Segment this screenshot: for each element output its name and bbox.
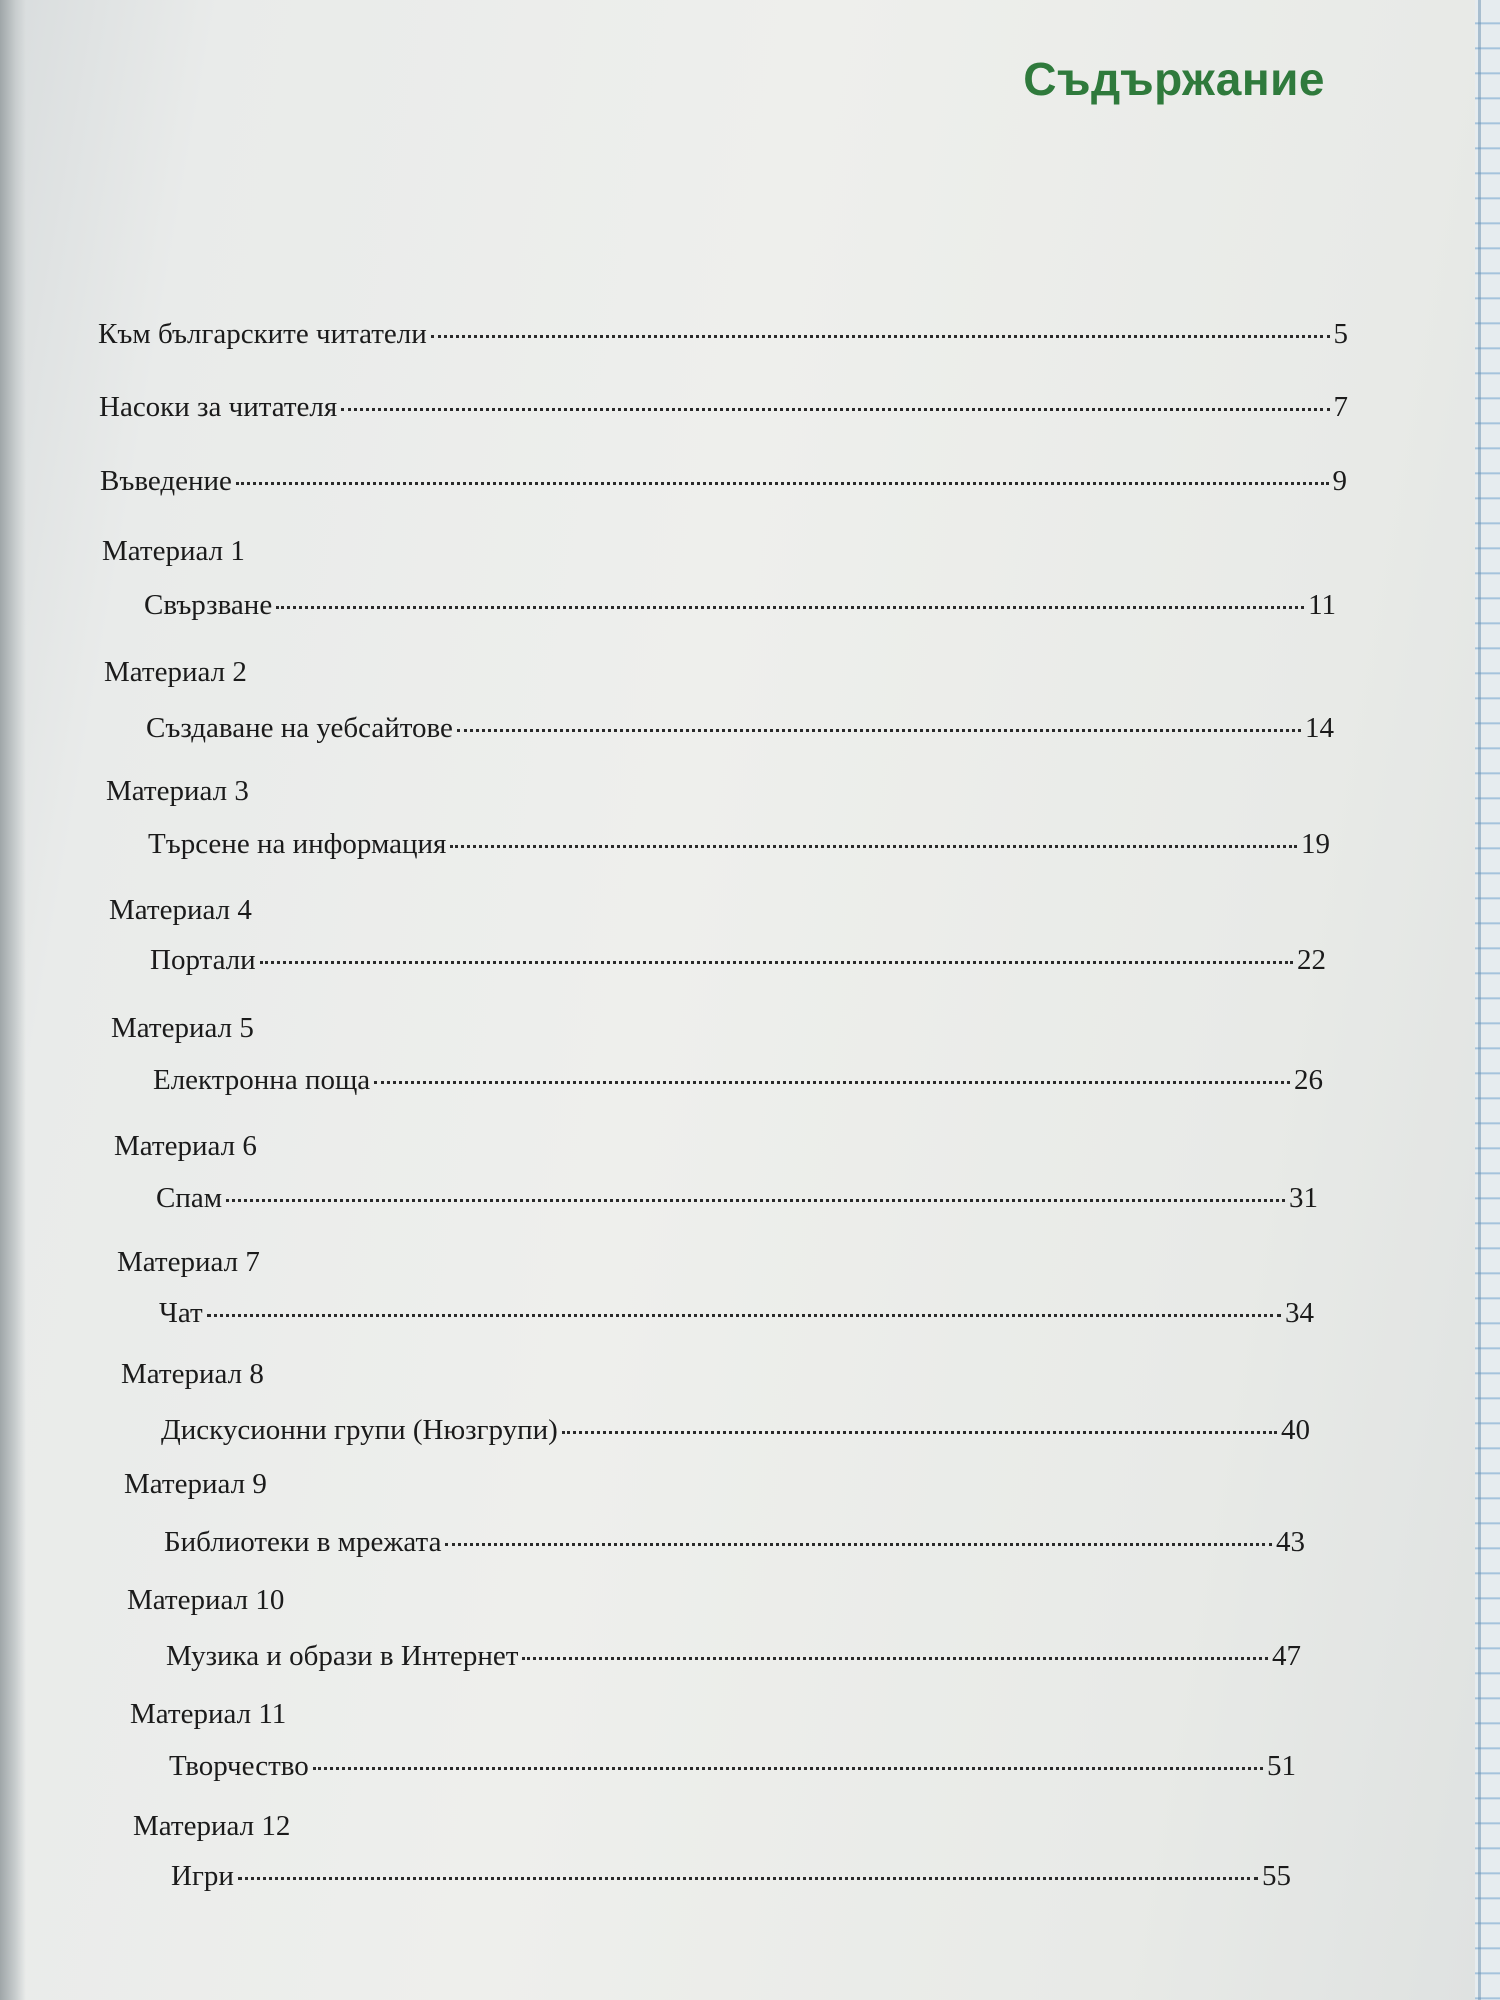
material-heading: Материал 8	[121, 1358, 264, 1390]
toc-entry-label: Музика и образи в Интернет	[166, 1640, 519, 1672]
toc-entry-label: Към българските читатели	[98, 318, 427, 350]
dot-leader	[238, 1876, 1258, 1880]
toc-entry-page: 5	[1333, 318, 1348, 350]
material-heading: Материал 7	[117, 1246, 260, 1278]
toc-entry	[169, 1750, 1296, 1783]
toc-entry-page: 22	[1297, 944, 1326, 976]
dot-leader	[226, 1198, 1285, 1202]
toc-entry	[144, 589, 1336, 622]
toc-entry-page: 11	[1308, 589, 1336, 621]
toc-entry-label: Търсене на информация	[148, 828, 447, 860]
toc-entry	[148, 828, 1330, 861]
dot-leader	[457, 728, 1301, 732]
toc-entry-page: 7	[1333, 391, 1348, 423]
page-title: Съдържание	[1023, 53, 1325, 105]
toc-entry-page: 14	[1305, 712, 1334, 744]
material-heading: Материал 2	[104, 656, 247, 688]
toc-entry-label: Чат	[159, 1297, 203, 1329]
dot-leader	[522, 1656, 1268, 1660]
toc-entry	[159, 1297, 1314, 1330]
toc-entry-page: 34	[1285, 1297, 1314, 1329]
toc-entry	[153, 1064, 1323, 1097]
toc-entry-page: 26	[1294, 1064, 1323, 1096]
toc-entry	[161, 1414, 1310, 1447]
dot-leader	[276, 605, 1304, 609]
toc-entry-page: 9	[1332, 465, 1347, 497]
toc-entry-label: Спам	[156, 1182, 223, 1214]
toc-entry	[146, 712, 1334, 745]
dot-leader	[313, 1766, 1263, 1770]
toc-entry-label: Насоки за читателя	[99, 391, 338, 423]
toc-entry-page: 51	[1267, 1750, 1296, 1782]
material-heading: Материал 10	[127, 1584, 285, 1616]
dot-leader	[341, 407, 1329, 411]
toc-entry-label: Свързване	[144, 589, 273, 621]
toc-entry-page: 47	[1272, 1640, 1301, 1672]
toc-entry	[150, 944, 1326, 977]
toc-entry	[156, 1182, 1318, 1215]
material-heading: Материал 1	[102, 535, 245, 567]
material-heading: Материал 11	[130, 1698, 287, 1730]
dot-leader	[431, 334, 1330, 338]
toc-entry-page: 19	[1301, 828, 1330, 860]
dot-leader	[207, 1313, 1281, 1317]
toc-entry	[171, 1860, 1291, 1893]
toc-entry	[100, 465, 1347, 498]
dot-leader	[445, 1542, 1272, 1546]
toc-entry	[99, 391, 1348, 424]
dot-leader	[562, 1430, 1277, 1434]
toc-entry-label: Въведение	[100, 465, 232, 497]
toc-entry-label: Игри	[171, 1860, 234, 1892]
dot-leader	[236, 481, 1329, 485]
material-heading: Материал 6	[114, 1130, 257, 1162]
toc-entry-page: 55	[1262, 1860, 1291, 1892]
toc-entry-label: Дискусионни групи (Нюзгрупи)	[161, 1414, 558, 1446]
material-heading: Материал 4	[109, 894, 252, 926]
material-heading: Материал 12	[133, 1810, 291, 1842]
toc-entry-label: Създаване на уебсайтове	[146, 712, 453, 744]
dot-leader	[260, 960, 1293, 964]
toc-entry-label: Портали	[150, 944, 256, 976]
notebook-margin-line	[1478, 0, 1481, 2000]
toc-entry-page: 43	[1276, 1526, 1305, 1558]
dot-leader	[374, 1080, 1290, 1084]
material-heading: Материал 9	[124, 1468, 267, 1500]
toc-entry-label: Творчество	[169, 1750, 309, 1782]
dot-leader	[450, 844, 1297, 848]
toc-entry-page: 40	[1281, 1414, 1310, 1446]
toc-entry	[98, 318, 1348, 351]
toc-entry-label: Електронна поща	[153, 1064, 371, 1096]
material-heading: Материал 5	[111, 1012, 254, 1044]
toc-entry-page: 31	[1289, 1182, 1318, 1214]
toc-entry	[164, 1526, 1305, 1559]
toc-entry-label: Библиотеки в мрежата	[164, 1526, 442, 1558]
toc-entry	[166, 1640, 1301, 1673]
material-heading: Материал 3	[106, 775, 249, 807]
